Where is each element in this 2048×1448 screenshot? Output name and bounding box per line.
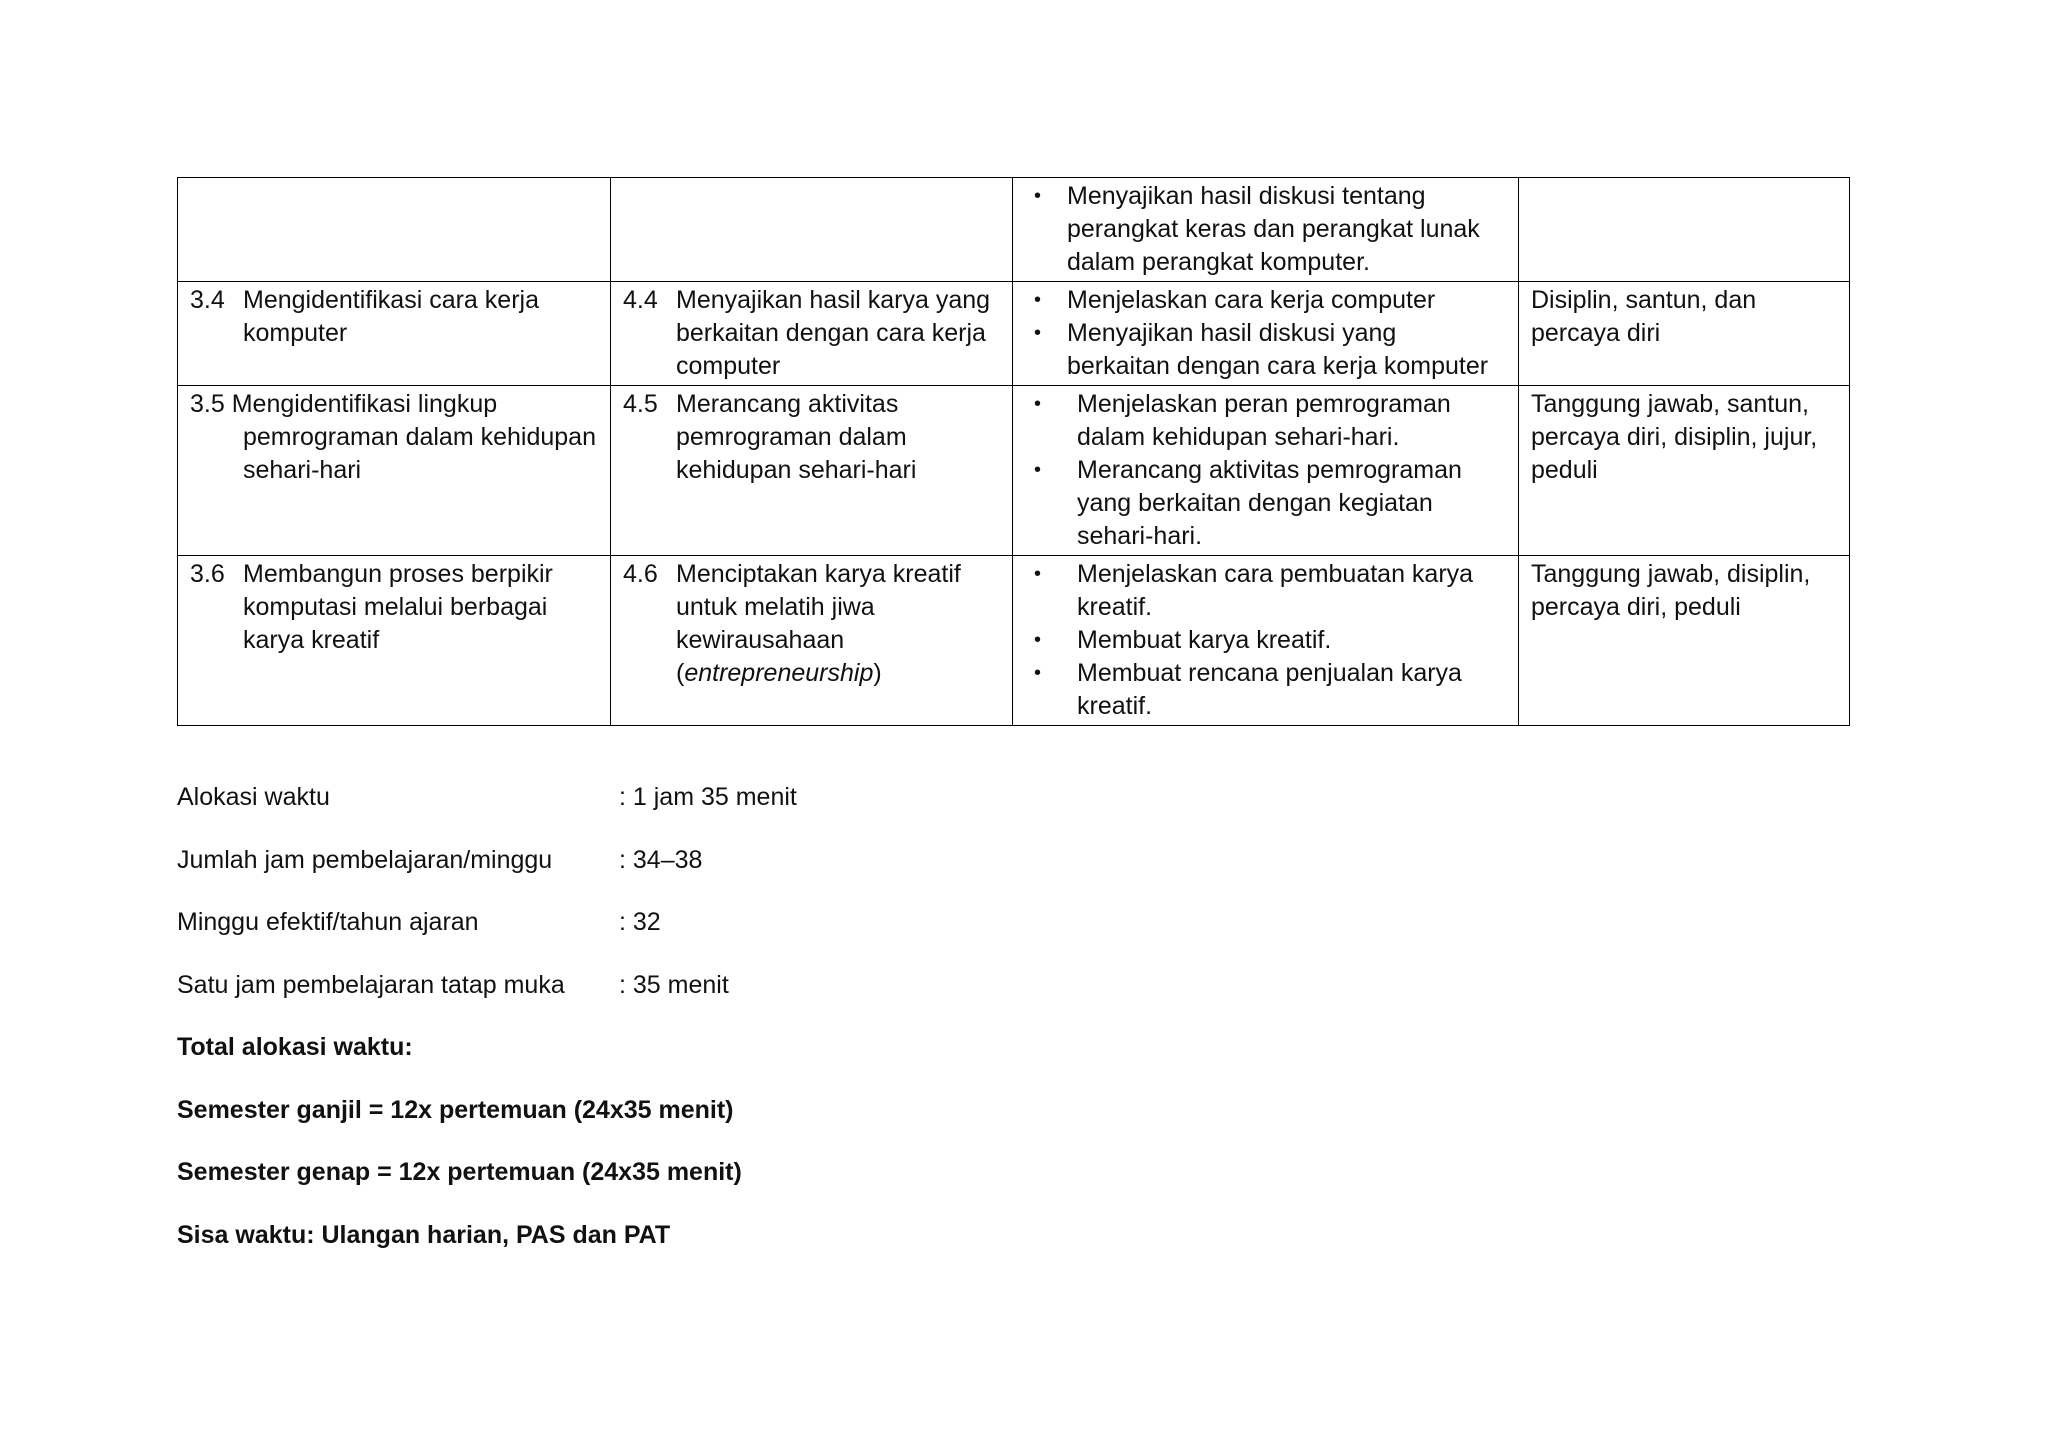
list-item: • Menyajikan hasil diskusi tentang perangkat keras dan perangkat lunak dalam perangkat komputer. bbox=[1034, 182, 1480, 276]
list-item: • Menyajikan hasil diskusi yang berkaitan dengan cara kerja komputer bbox=[1034, 319, 1489, 380]
bullet-icon: • bbox=[1034, 185, 1042, 207]
kd4-text: Merancang aktivitas pemrograman dalam kehidupan sehari-hari bbox=[676, 390, 917, 484]
table-row bbox=[178, 178, 1850, 282]
allocation-label: Alokasi waktu bbox=[177, 783, 330, 811]
kd4-italic-term: entrepreneurship bbox=[684, 659, 874, 687]
bullet-icon: • bbox=[1034, 629, 1042, 651]
kd3-number: 3.5 bbox=[190, 390, 225, 418]
allocation-value: : 32 bbox=[619, 908, 661, 936]
total-allocation-heading: Total alokasi waktu: bbox=[177, 1033, 413, 1061]
bullet-icon: • bbox=[1034, 289, 1042, 311]
kd3-cell bbox=[178, 282, 611, 386]
semester-genap-line: Semester genap = 12x pertemuan (24x35 menit) bbox=[177, 1158, 742, 1186]
table-row bbox=[178, 556, 1850, 726]
kd4-number: 4.6 bbox=[623, 560, 658, 588]
allocation-value: : 35 menit bbox=[619, 970, 729, 999]
character-cell: Tanggung jawab, disiplin, percaya diri, peduli bbox=[1519, 556, 1850, 726]
kd3-cell bbox=[178, 386, 611, 556]
character-cell: Tanggung jawab, santun, percaya diri, disiplin, jujur, peduli bbox=[1519, 386, 1850, 556]
allocation-label: Minggu efektif/tahun ajaran bbox=[177, 908, 479, 936]
kd4-text: Menyajikan hasil karya yang berkaitan dengan cara kerja computer bbox=[676, 286, 991, 380]
bullet-icon: • bbox=[1034, 662, 1042, 684]
activities-cell bbox=[1013, 386, 1519, 556]
allocation-label: Jumlah jam pembelajaran/minggu bbox=[177, 845, 553, 874]
character-cell: Disiplin, santun, dan percaya diri bbox=[1519, 282, 1850, 386]
kd4-cell bbox=[611, 282, 1013, 386]
semester-ganjil-line: Semester ganjil = 12x pertemuan (24x35 menit) bbox=[177, 1095, 734, 1124]
activities-cell bbox=[1013, 556, 1519, 726]
kd4-number: 4.5 bbox=[623, 390, 658, 418]
kd4-text: Menciptakan karya kreatif untuk melatih jiwa kewirausahaan bbox=[676, 560, 961, 654]
kd4-cell bbox=[611, 386, 1013, 556]
list-item: • Menjelaskan peran pemrograman dalam kehidupan sehari-hari. bbox=[1034, 390, 1451, 451]
bullet-icon: • bbox=[1034, 322, 1042, 344]
remaining-time-line: Sisa waktu: Ulangan harian, PAS dan PAT bbox=[177, 1220, 671, 1249]
time-allocation-section bbox=[177, 781, 797, 1281]
kd4-cell: 4.6 Menciptakan karya kreatif untuk melatih jiwa kewirausahaan (entrepreneurship) bbox=[611, 556, 1013, 726]
allocation-label: Satu jam pembelajaran tatap muka bbox=[177, 970, 565, 999]
allocation-row bbox=[177, 969, 797, 1032]
allocation-value: : 1 jam 35 menit bbox=[619, 783, 797, 811]
kd3-cell bbox=[178, 178, 611, 282]
bullet-icon: • bbox=[1034, 563, 1042, 585]
list-item: • Merancang aktivitas pemrograman yang berkaitan dengan kegiatan sehari-hari. bbox=[1034, 456, 1462, 550]
kd4-cell bbox=[611, 178, 1013, 282]
kd3-text: Mengidentifikasi cara kerja komputer bbox=[243, 286, 539, 347]
table-row bbox=[178, 282, 1850, 386]
list-item: • Membuat karya kreatif. bbox=[1025, 624, 1506, 657]
allocation-row bbox=[177, 781, 797, 844]
list-item: • Membuat rencana penjualan karya kreatif. bbox=[1034, 659, 1462, 720]
allocation-row bbox=[177, 906, 797, 969]
syllabus-table bbox=[177, 177, 1850, 726]
list-item: • Menjelaskan cara pembuatan karya kreatif. bbox=[1034, 560, 1474, 621]
bullet-icon: • bbox=[1034, 393, 1042, 415]
table-row bbox=[178, 386, 1850, 556]
kd3-number: 3.6 bbox=[190, 560, 225, 588]
kd3-text: Membangun proses berpikir komputasi melalui berbagai karya kreatif bbox=[243, 560, 553, 654]
kd3-number: 3.4 bbox=[190, 286, 225, 314]
kd4-number: 4.4 bbox=[623, 286, 658, 314]
activities-cell bbox=[1013, 282, 1519, 386]
activities-cell bbox=[1013, 178, 1519, 282]
allocation-value: : 34–38 bbox=[619, 845, 703, 874]
allocation-row bbox=[177, 844, 797, 907]
kd3-text: Mengidentifikasi lingkup pemrograman dalam kehidupan sehari-hari bbox=[231, 390, 596, 484]
character-cell bbox=[1519, 178, 1850, 282]
bullet-icon: • bbox=[1034, 459, 1042, 481]
kd3-cell bbox=[178, 556, 611, 726]
list-item: • Menjelaskan cara kerja computer bbox=[1025, 284, 1506, 317]
